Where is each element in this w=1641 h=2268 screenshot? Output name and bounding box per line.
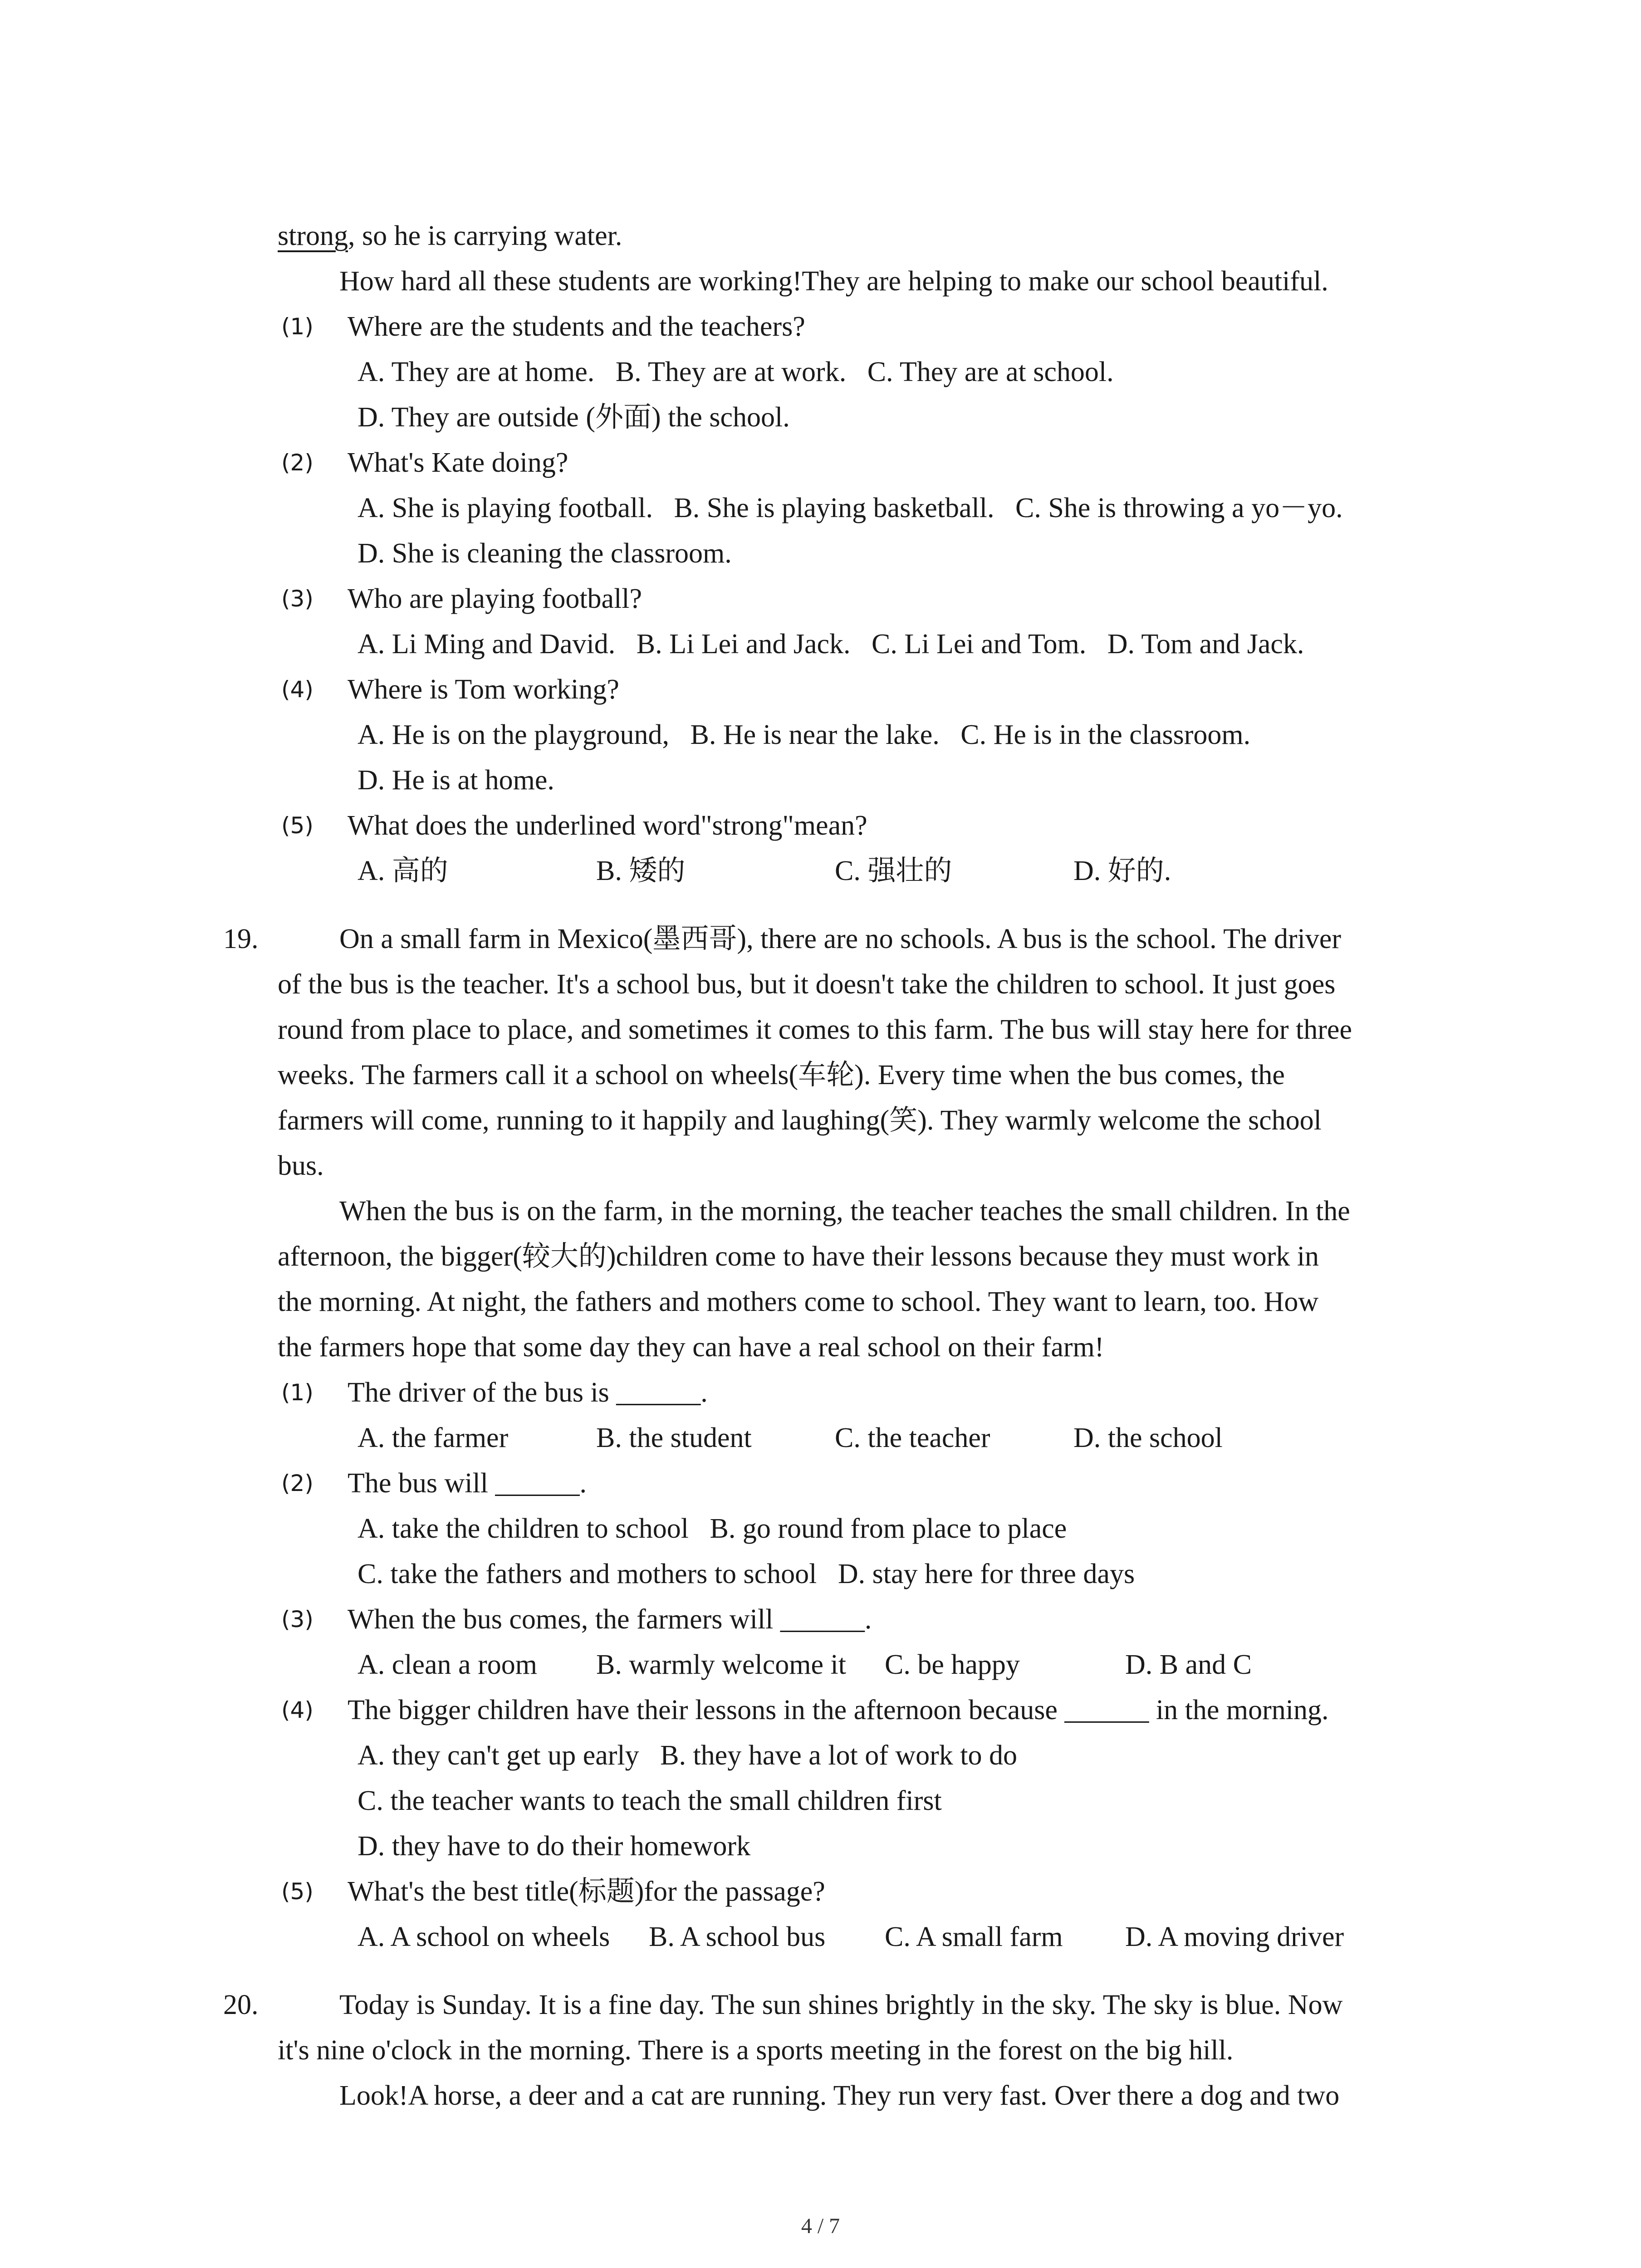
option: B. A school bus bbox=[649, 1921, 826, 1952]
question-number: (4) bbox=[281, 1697, 314, 1723]
option: D. A moving driver bbox=[1125, 1921, 1344, 1952]
question-text: Who are playing football? bbox=[348, 583, 642, 614]
passage-18-tail-line bbox=[278, 218, 622, 254]
option-line: D. He is at home. bbox=[358, 765, 554, 796]
option: D. 好的. bbox=[1073, 855, 1171, 886]
question-number: (5) bbox=[281, 812, 314, 839]
option: A. the farmer bbox=[358, 1422, 509, 1453]
passage-text: weeks. The farmers call it a school on wheels(车轮). Every time when the bus comes, the bbox=[278, 1060, 1285, 1090]
question-text: Where are the students and the teachers? bbox=[348, 311, 805, 342]
option-line: C. the teacher wants to teach the small children first bbox=[358, 1785, 942, 1816]
passage-number: 20. bbox=[223, 1989, 259, 2020]
option: A. A school on wheels bbox=[358, 1921, 610, 1952]
passage-text: , so he is carrying water. bbox=[348, 220, 622, 251]
passage-text: the farmers hope that some day they can have a real school on their farm! bbox=[278, 1332, 1104, 1363]
option-line: D. They are outside (外面) the school. bbox=[358, 402, 790, 433]
passage-text: How hard all these students are working!They are helping to make our school beautiful. bbox=[339, 266, 1328, 297]
passage-text: it's nine o'clock in the morning. There is a sports meeting in the forest on the big hill. bbox=[278, 2035, 1234, 2066]
option: C. be happy bbox=[885, 1649, 1020, 1680]
option: B. 矮的 bbox=[596, 855, 686, 886]
passage-number: 19. bbox=[223, 924, 259, 954]
question-number: (1) bbox=[281, 1379, 314, 1406]
option: B. the student bbox=[596, 1422, 752, 1453]
option-line: A. Li Ming and David. B. Li Lei and Jack. C. Li Lei and Tom. D. Tom and Jack. bbox=[358, 629, 1304, 660]
option: A. clean a room bbox=[358, 1649, 537, 1680]
option-line: A. take the children to school B. go round from place to place bbox=[358, 1513, 1067, 1544]
passage-text: of the bus is the teacher. It's a school bus, but it doesn't take the children to school. It just goes bbox=[278, 969, 1336, 1000]
underlined-word: strong bbox=[278, 220, 348, 251]
option-line: A. He is on the playground, B. He is near the lake. C. He is in the classroom. bbox=[358, 719, 1251, 750]
option: C. A small farm bbox=[885, 1921, 1063, 1952]
question-number: (1) bbox=[281, 313, 314, 340]
option-line: D. She is cleaning the classroom. bbox=[358, 538, 732, 569]
question-number: (2) bbox=[281, 450, 314, 476]
option: D. B and C bbox=[1125, 1649, 1252, 1680]
option: A. 高的 bbox=[358, 855, 448, 886]
question-number: (3) bbox=[281, 1606, 314, 1633]
question-number: (3) bbox=[281, 586, 314, 612]
page-number: 4 / 7 bbox=[801, 2214, 840, 2238]
option-line: D. they have to do their homework bbox=[358, 1831, 751, 1862]
option-line: A. She is playing football. B. She is playing basketball. C. She is throwing a yo－yo. bbox=[358, 493, 1343, 523]
passage-text: afternoon, the bigger(较大的)children come to have their lessons because they must work in bbox=[278, 1241, 1319, 1272]
question-number: (2) bbox=[281, 1470, 314, 1496]
question-text: When the bus comes, the farmers will ______. bbox=[348, 1604, 872, 1635]
question-text: The bigger children have their lessons in the afternoon because ______ in the morning. bbox=[348, 1695, 1329, 1725]
question-text: What's Kate doing? bbox=[348, 447, 568, 478]
passage-text: round from place to place, and sometimes it comes to this farm. The bus will stay here for three bbox=[278, 1014, 1352, 1045]
option-line: C. take the fathers and mothers to school D. stay here for three days bbox=[358, 1559, 1135, 1589]
question-text: What's the best title(标题)for the passage? bbox=[348, 1876, 825, 1907]
option: C. 强壮的 bbox=[835, 855, 952, 886]
option-line: A. They are at home. B. They are at work. C. They are at school. bbox=[358, 357, 1114, 387]
question-text: The bus will ______. bbox=[348, 1468, 587, 1499]
question-number: (5) bbox=[281, 1878, 314, 1905]
passage-text: bus. bbox=[278, 1150, 324, 1181]
question-number: (4) bbox=[281, 676, 314, 703]
question-text: The driver of the bus is ______. bbox=[348, 1377, 708, 1408]
passage-text: Look!A horse, a deer and a cat are running. They run very fast. Over there a dog and two bbox=[339, 2080, 1340, 2111]
option-line: A. they can't get up early B. they have a lot of work to do bbox=[358, 1740, 1018, 1771]
question-text: Where is Tom working? bbox=[348, 674, 619, 705]
passage-text: farmers will come, running to it happily and laughing(笑). They warmly welcome the school bbox=[278, 1105, 1322, 1136]
option: C. the teacher bbox=[835, 1422, 990, 1453]
passage-text: Today is Sunday. It is a fine day. The sun shines brightly in the sky. The sky is blue. Now bbox=[339, 1989, 1343, 2020]
question-text: What does the underlined word"strong"mean? bbox=[348, 810, 867, 841]
passage-text: On a small farm in Mexico(墨西哥), there are no schools. A bus is the school. The driver bbox=[339, 924, 1341, 954]
passage-text: the morning. At night, the fathers and mothers come to school. They want to learn, too. How bbox=[278, 1286, 1319, 1317]
passage-text: When the bus is on the farm, in the morning, the teacher teaches the small children. In the bbox=[339, 1196, 1350, 1227]
option: D. the school bbox=[1073, 1422, 1223, 1453]
option: B. warmly welcome it bbox=[596, 1649, 846, 1680]
